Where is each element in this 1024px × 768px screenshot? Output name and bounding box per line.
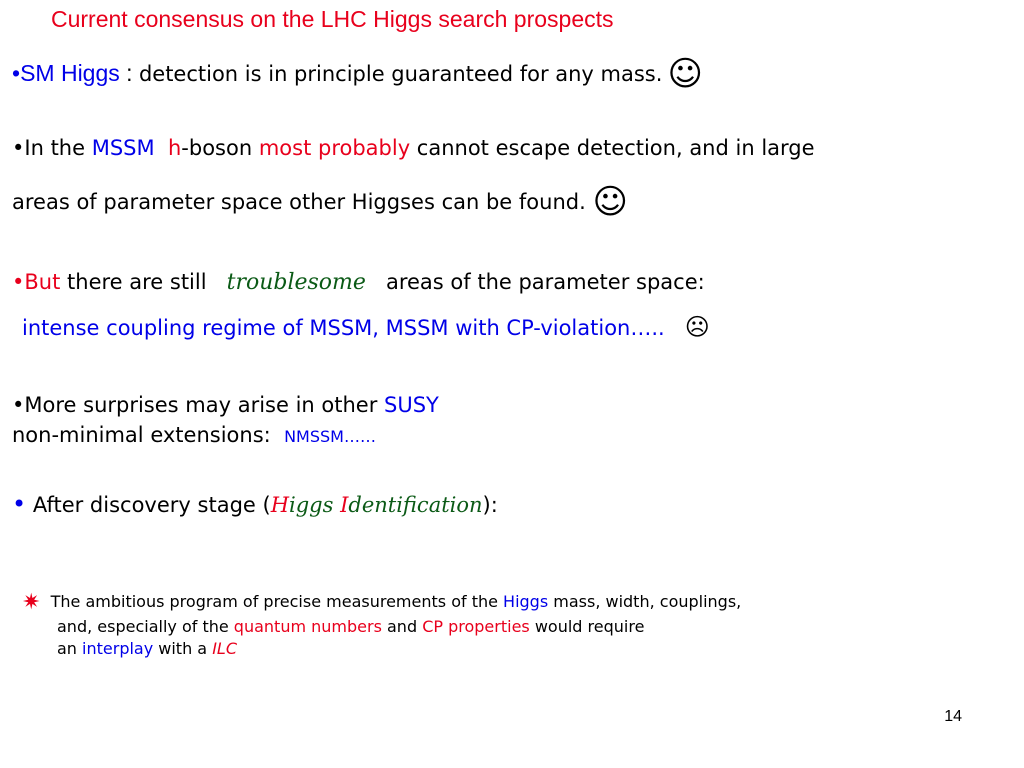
- h-initial: H: [270, 493, 290, 517]
- sm-higgs-text: detection is in principle guaranteed for any mass.: [138, 62, 663, 86]
- bullet-marker: •: [12, 393, 25, 417]
- ilc-term: ILC: [212, 639, 238, 658]
- iggs-word: iggs: [289, 493, 341, 517]
- but-term: But: [24, 270, 61, 294]
- page-number: 14: [944, 708, 962, 725]
- slide-title: Current consensus on the LHC Higgs search prospects: [51, 6, 614, 32]
- susy-term: SUSY: [384, 393, 439, 417]
- note-line2: [57, 617, 644, 636]
- bullet-marker: •: [12, 136, 25, 160]
- star-icon: ✷: [22, 590, 41, 615]
- troublesome-term: troublesome: [226, 270, 366, 295]
- sm-higgs-label: SM Higgs: [20, 60, 120, 86]
- text: -boson: [181, 136, 259, 160]
- bullet-mssm-line1: [12, 136, 815, 160]
- bullet-troublesome-line2: [22, 313, 710, 341]
- frown-icon: ☹: [684, 313, 710, 341]
- colon: :: [119, 60, 139, 86]
- bullet-sm-higgs: [12, 50, 703, 94]
- bullet-troublesome-line1: [12, 270, 705, 295]
- text: areas of the parameter space: [379, 270, 698, 294]
- text: and: [381, 617, 423, 636]
- bullet-surprises-line2: [12, 423, 376, 447]
- bullet-marker: •: [12, 490, 27, 518]
- higgs-term: Higgs: [503, 592, 549, 611]
- smiley-icon: ☺: [667, 54, 703, 94]
- text: there are still: [60, 270, 214, 294]
- text: intense coupling regime of MSSM, MSSM with CP-violation…..: [22, 316, 665, 340]
- interplay-term: interplay: [82, 639, 154, 658]
- note-line3: [57, 639, 237, 658]
- dentification-word: dentification: [348, 493, 483, 517]
- bullet-marker: •: [12, 270, 25, 294]
- smiley-icon: ☺: [592, 182, 628, 222]
- quantum-numbers-term: quantum numbers: [233, 617, 382, 636]
- cp-properties-term: CP properties: [422, 617, 530, 636]
- bullet-marker: •: [12, 60, 21, 86]
- text: with a: [153, 639, 213, 658]
- most-probably-term: most probably: [258, 136, 411, 160]
- text: an: [57, 639, 83, 658]
- i-initial: I: [340, 493, 349, 517]
- text: would require: [529, 617, 645, 636]
- h-term: h: [167, 136, 182, 160]
- text: ):: [482, 493, 498, 517]
- text: More surprises may arise in other: [24, 393, 385, 417]
- nmssm-term: NMSSM……: [284, 427, 376, 446]
- text: The ambitious program of precise measurements of the: [50, 592, 504, 611]
- colon: :: [697, 270, 705, 294]
- text: and, especially of the: [57, 617, 234, 636]
- text: After discovery stage (: [26, 493, 271, 517]
- mssm-term: MSSM: [91, 136, 155, 160]
- text: In the: [24, 136, 92, 160]
- text: non-minimal extensions:: [12, 423, 271, 447]
- note-line1: [22, 588, 741, 613]
- text: cannot escape detection, and in large: [410, 136, 815, 160]
- bullet-after-discovery: [12, 490, 498, 518]
- bullet-surprises-line1: [12, 393, 439, 417]
- text: areas of parameter space other Higgses can be found.: [12, 190, 593, 214]
- text: mass, width, couplings,: [548, 592, 742, 611]
- bullet-mssm-line2: [12, 178, 628, 222]
